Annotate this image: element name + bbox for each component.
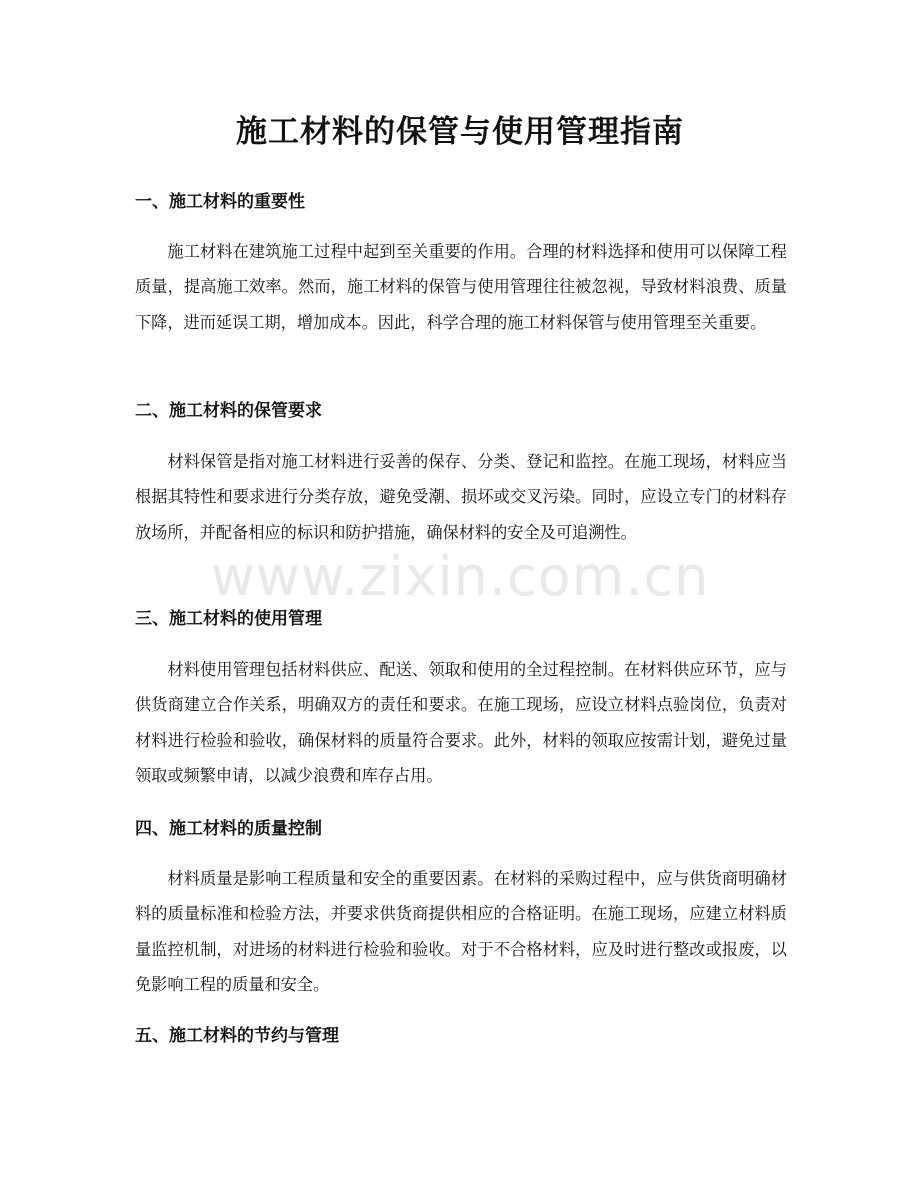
section-heading-3: 三、施工材料的使用管理 — [135, 609, 322, 629]
section-body-2: 材料保管是指对施工材料进行妥善的保存、分类、登记和监控。在施工现场，材料应当根据其特性和要求进行分类存放，避免受潮、损坏或交叉污染。同时，应设立专门的材料存放场所，并配备相应的标识和防护措施，确保材料的安全及可追溯性。 — [135, 452, 787, 542]
section-heading-2: 二、施工材料的保管要求 — [135, 401, 322, 421]
section-body-3: 材料使用管理包括材料供应、配送、领取和使用的全过程控制。在材料供应环节，应与供货商建立合作关系，明确双方的责任和要求。在施工现场，应设立材料点验岗位，负责对材料进行检验和验收，确保材料的质量符合要求。此外，材料的领取应按需计划，避免过量领取或频繁申请，以减少浪费和库存占用。 — [135, 660, 787, 785]
section-body-4: 材料质量是影响工程质量和安全的重要因素。在材料的采购过程中，应与供货商明确材料的质量标准和检验方法，并要求供货商提供相应的合格证明。在施工现场，应建立材料质量监控机制，对进场的材料进行检验和验收。对于不合格材料，应及时进行整改或报废，以免影响工程的质量和安全。 — [135, 869, 787, 994]
watermark: www.zixin.com.cn — [210, 545, 710, 608]
section-heading-1: 一、施工材料的重要性 — [135, 192, 305, 212]
section-body-1: 施工材料在建筑施工过程中起到至关重要的作用。合理的材料选择和使用可以保障工程质量，提高施工效率。然而，施工材料的保管与使用管理往往被忽视，导致材料浪费、质量下降，进而延误工期，增加成本。因此，科学合理的施工材料保管与使用管理至关重要。 — [135, 242, 787, 332]
section-heading-5: 五、施工材料的节约与管理 — [135, 1026, 339, 1046]
document-title: 施工材料的保管与使用管理指南 — [236, 114, 684, 150]
section-heading-4: 四、施工材料的质量控制 — [135, 819, 322, 839]
